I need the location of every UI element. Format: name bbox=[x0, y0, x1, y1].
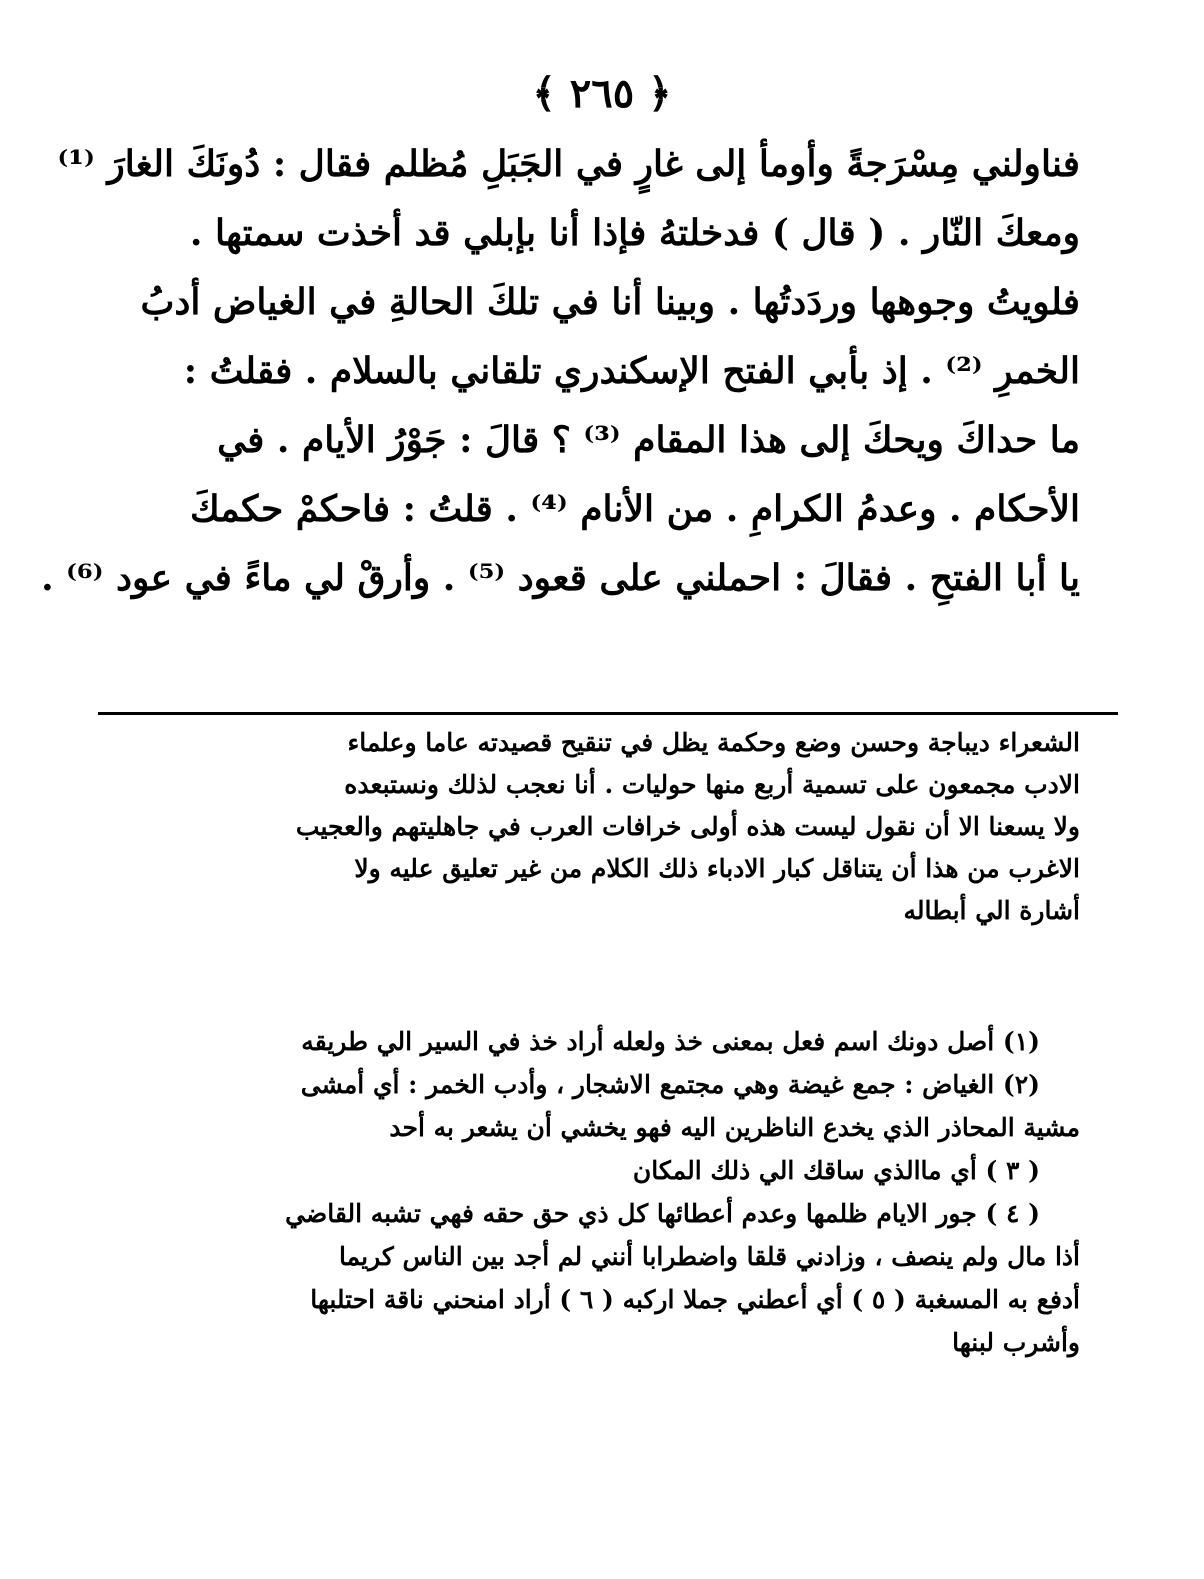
footnote-3: ( ٣ ) أي ماالذي ساقك الي ذلك المكان bbox=[632, 1156, 1040, 1185]
commentary-line: ولا يسعنا الا أن نقول ليست هذه أولى خرافات العرب في جاهليتهم والعجيب bbox=[295, 812, 1080, 841]
commentary-line: الشعراء ديباجة وحسن وضع وحكمة يظل في تنقيح قصيدته عاما وعلماء bbox=[347, 728, 1080, 757]
text-line: ما حداكَ ويحكَ إلى هذا المقام ⁽³⁾ ؟ قالَ : جَوْرُ الأيام . في bbox=[217, 419, 1080, 461]
text-line: الخمرِ ⁽²⁾ . إذ بأبي الفتح الإسكندري تلقاني بالسلام . فقلتُ : bbox=[183, 350, 1080, 392]
footnote-2: (٢) الغياض : جمع غيضة وهي مجتمع الاشجار ، وأدب الخمر : أي أمشى bbox=[300, 1070, 1040, 1099]
footnotes bbox=[120, 1020, 1080, 1364]
footnote-4: ( ٤ ) جور الايام ظلمها وعدم أعطائها كل ذي حق حقه فهي تشبه القاضي bbox=[285, 1199, 1040, 1228]
footnote-4-continued: أذا مال ولم ينصف ، وزادني قلقا واضطرابا أنني لم أجد بين الناس كريما bbox=[339, 1242, 1080, 1271]
footnote-4-continued: وأشرب لبنها bbox=[952, 1328, 1080, 1357]
text-line: فلويتُ وجوهها وردَدتُها . وبينا أنا في تلكَ الحالةِ في الغياض أدبُ bbox=[140, 281, 1080, 323]
commentary-footnote bbox=[120, 722, 1080, 932]
footnote-1: (١) أصل دونك اسم فعل بمعنى خذ ولعله أراد خذ في السير الي طريقه bbox=[301, 1027, 1040, 1056]
commentary-line: الاغرب من هذا أن يتناقل كبار الادباء ذلك الكلام من غير تعليق عليه ولا bbox=[354, 854, 1080, 883]
text-line: يا أبا الفتحِ . فقالَ : احملني على قعود ⁽⁵⁾ . وأرقْ لي ماءً في عود ⁽⁶⁾ . bbox=[41, 557, 1080, 599]
footnote-2-continued: مشية المحاذر الذي يخدع الناظرين اليه فهو يخشي أن يشعر به أحد bbox=[389, 1113, 1080, 1142]
commentary-line: الادب مجمعون على تسمية أربع منها حوليات . أنا نعجب لذلك ونستبعده bbox=[344, 770, 1080, 799]
footnote-4-continued: أدفع به المسغبة ( ٥ ) أي أعطني جملا اركبه ( ٦ ) أراد امنحني ناقة احتلبها bbox=[310, 1285, 1080, 1314]
footnote-divider bbox=[98, 712, 1118, 715]
commentary-line: أشارة الي أبطاله bbox=[903, 896, 1080, 925]
text-line: الأحكام . وعدمُ الكرامِ . من الأنام ⁽⁴⁾ . قلتُ : فاحكمْ حكمكَ bbox=[189, 488, 1080, 530]
main-text bbox=[41, 130, 1080, 613]
page-number: ﴿ ٢٦٥ ﴾ bbox=[532, 70, 672, 117]
text-line: فناولني مِسْرَجةً وأومأ إلى غارٍ في الجَبَلِ مُظلم فقال : دُونَكَ الغارَ ⁽¹⁾ bbox=[57, 143, 1080, 185]
text-line: ومعكَ النّار . ( قال ) فدخلتهُ فإذا أنا بإبلي قد أخذت سمتها . bbox=[189, 212, 1080, 254]
